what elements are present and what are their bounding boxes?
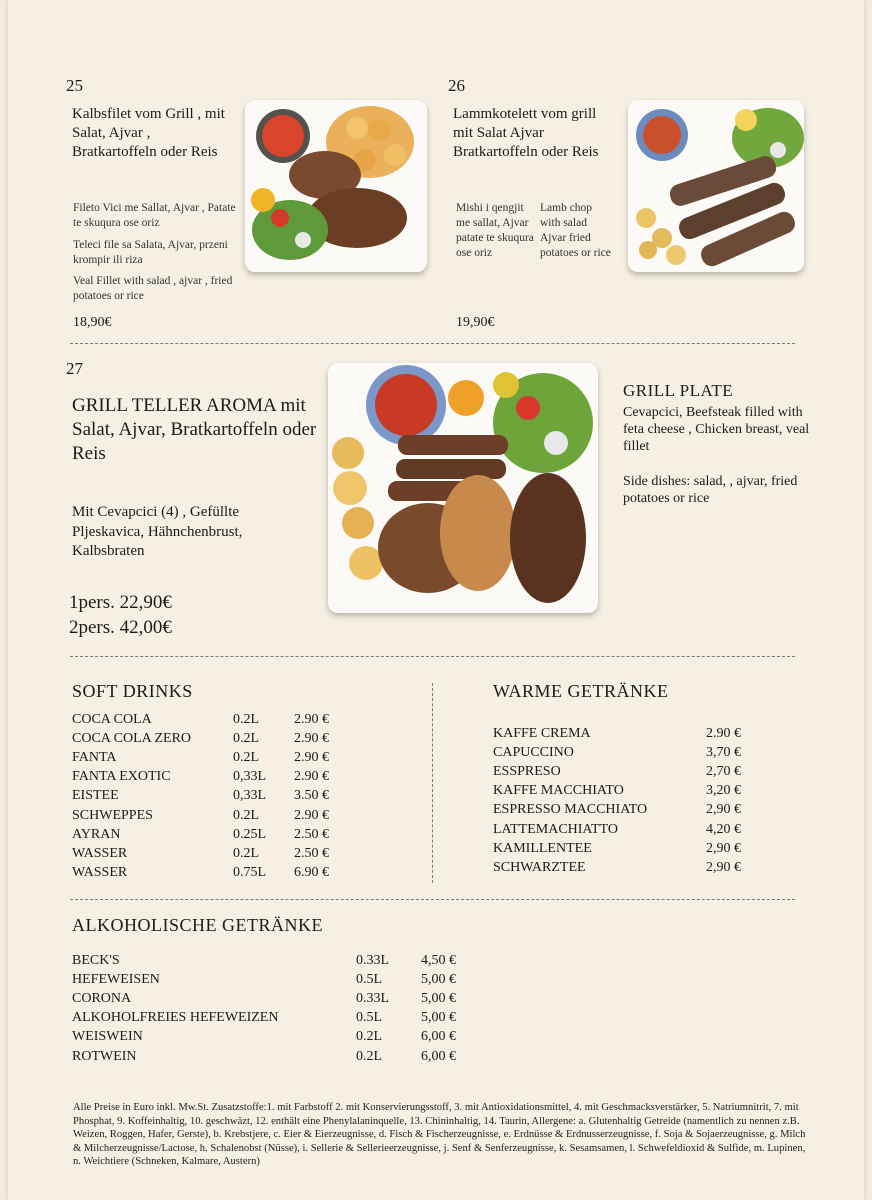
dish-25-photo <box>245 100 427 272</box>
alcohol-price: 5,00 € <box>421 991 456 1007</box>
dish-26-desc-sq: Mishi i qengjit me sallat, Ajvar patate te skuqura ose oriz <box>456 202 534 259</box>
warm_drinks-price: 2,70 € <box>706 764 741 780</box>
alcohol-name: BECK'S <box>72 953 120 968</box>
soft_drinks-name: FANTA EXOTIC <box>72 769 171 785</box>
warm_drinks-name: ESPRESSO MACCHIATO <box>493 802 648 818</box>
warm_drinks-row <box>493 724 872 743</box>
dish-27-price-1: 1pers. 22,90€ <box>69 592 172 613</box>
dish-27-en-title: GRILL PLATE <box>623 381 734 400</box>
alcohol-row <box>72 970 472 989</box>
soft_drinks-price: 2.50 € <box>294 845 329 861</box>
alcohol-row <box>72 951 472 970</box>
dish-25-price: 18,90€ <box>73 315 112 330</box>
alcohol-size: 0.33L <box>356 953 390 968</box>
soft_drinks-name: WASSER <box>72 864 128 880</box>
alcohol-price: 4,50 € <box>421 953 456 968</box>
warm_drinks-name: ESSPRESO <box>493 764 561 780</box>
soft_drinks-row <box>72 710 472 729</box>
warm_drinks-price: 3,70 € <box>706 745 741 761</box>
warm_drinks-price: 2,90 € <box>706 802 741 818</box>
warm_drinks-row <box>493 858 872 877</box>
alcohol-row <box>72 1008 472 1027</box>
dish-27-title: GRILL TELLER AROMA mit Salat, Ajvar, Bratkartoffeln oder Reis <box>72 395 317 464</box>
alcohol-name: HEFEWEISEN <box>72 972 160 988</box>
dish-26-desc-en: Lamb chop with salad Ajvar fried potatoes or rice <box>540 202 611 259</box>
soft_drinks-size: 0.2L <box>233 731 260 747</box>
soft_drinks-price: 6.90 € <box>294 864 329 880</box>
alcohol-price: 5,00 € <box>421 972 456 988</box>
dish-27-photo <box>328 363 598 613</box>
soft_drinks-name: WASSER <box>72 845 128 861</box>
soft_drinks-size: 0.2L <box>233 807 260 823</box>
warm_drinks-price: 2,90 € <box>706 840 741 856</box>
dish-27-number: 27 <box>66 359 83 378</box>
warm_drinks-row <box>493 762 872 781</box>
soft_drinks-row <box>72 806 472 825</box>
dish-26-title: Lammkotelett vom grill mit Salat Ajvar Bratkartoffeln oder Reis <box>453 106 599 160</box>
soft_drinks-size: 0.25L <box>233 826 267 842</box>
dish-25-title: Kalbsfilet vom Grill , mit Salat, Ajvar , Bratkartoffeln oder Reis <box>72 106 225 160</box>
alcohol-name: WEISWEIN <box>72 1029 143 1045</box>
warm_drinks-name: KAFFE CREMA <box>493 726 591 741</box>
dish-25-desc-bs: Teleci file sa Salata, Ajvar, przeni krompir ili riza <box>73 239 228 266</box>
dish-26-photo <box>628 100 804 272</box>
alcohol-name: ALKOHOLFREIES HEFEWEIZEN <box>72 1010 279 1026</box>
dish-27-en-sides: Side dishes: salad, , ajvar, fried potatoes or rice <box>623 474 798 506</box>
warm_drinks-row <box>493 839 872 858</box>
warm_drinks-row <box>493 743 872 762</box>
dish-26-number: 26 <box>448 76 465 95</box>
soft_drinks-row <box>72 844 472 863</box>
soft_drinks-row <box>72 729 472 748</box>
soft_drinks-name: SCHWEPPES <box>72 807 153 823</box>
alcohol-size: 0.2L <box>356 1029 383 1045</box>
soft-drinks-heading: SOFT DRINKS <box>72 681 193 701</box>
soft_drinks-name: FANTA <box>72 750 117 766</box>
warm_drinks-price: 4,20 € <box>706 821 741 837</box>
alcohol-price: 5,00 € <box>421 1010 456 1026</box>
warm_drinks-name: CAPUCCINO <box>493 745 574 761</box>
alcohol-size: 0.5L <box>356 972 383 988</box>
soft_drinks-price: 2.90 € <box>294 750 329 766</box>
warm_drinks-price: 3,20 € <box>706 783 741 799</box>
alcohol-heading: ALKOHOLISCHE GETRÄNKE <box>72 915 323 935</box>
warm_drinks-name: SCHWARZTEE <box>493 859 586 875</box>
alcohol-size: 0.2L <box>356 1048 383 1064</box>
warm_drinks-price: 2.90 € <box>706 726 741 741</box>
alcohol-name: CORONA <box>72 991 132 1007</box>
alcohol-size: 0.33L <box>356 991 390 1007</box>
soft_drinks-size: 0.75L <box>233 864 267 880</box>
divider-2 <box>70 656 795 657</box>
soft_drinks-row <box>72 825 472 844</box>
soft_drinks-size: 0.2L <box>233 712 260 727</box>
soft_drinks-name: EISTEE <box>72 788 119 804</box>
soft_drinks-size: 0,33L <box>233 788 267 804</box>
alcohol-name: ROTWEIN <box>72 1048 137 1064</box>
warm_drinks-row <box>493 820 872 839</box>
soft_drinks-name: COCA COLA ZERO <box>72 731 192 747</box>
alcohol-row <box>72 1047 472 1066</box>
dish-25-desc-en: Veal Fillet with salad , ajvar , fried potatoes or rice <box>73 275 233 302</box>
divider-3 <box>70 899 795 900</box>
dish-26-price: 19,90€ <box>456 315 495 330</box>
soft_drinks-row <box>72 748 472 767</box>
soft_drinks-row <box>72 767 472 786</box>
divider-1 <box>70 343 795 344</box>
warm-drinks-heading: WARME GETRÄNKE <box>493 681 669 701</box>
warm_drinks-price: 2,90 € <box>706 859 741 875</box>
alcohol-price: 6,00 € <box>421 1029 456 1045</box>
dish-27-price-2: 2pers. 42,00€ <box>69 617 172 638</box>
alcohol-row <box>72 989 472 1008</box>
soft_drinks-price: 2.90 € <box>294 731 329 747</box>
soft_drinks-price: 3.50 € <box>294 788 329 804</box>
alcohol-price: 6,00 € <box>421 1048 456 1064</box>
alcohol-row <box>72 1027 472 1046</box>
warm_drinks-name: LATTEMACHIATTO <box>493 821 618 837</box>
soft_drinks-name: COCA COLA <box>72 712 152 727</box>
soft_drinks-name: AYRAN <box>72 826 121 842</box>
allergen-footnote: Alle Preise in Euro inkl. Mw.St. Zusatzstoffe:1. mit Farbstoff 2. mit Konservierungsstoff, 3. mit Antioxidationsmittel, 4. mit Geschmacksverstärker, 5. Natriumnitrit, 7. mit Phosphat, 9. Koffeinhaltig, 10. geschwäzt, 12. enthält eine Phenylalaninquelle, 13. Chininhaltig, 14. Taurin, Allergene: a. Glutenhaltig Getreide (namentlich zu nennen z.B. Weizen, Roggen, Hafer, Gerste), b. Krebstjere, c. Eier & Eierzeugnisse, d. Fisch & Fischerzeugnisse, e. Erdnüsse & Erdnusserzeugnisse, f. Soja & Sojaerzeugnisse, g. Milch & Milcherzeugnisse/Lactose, h. Schalenobst (Nüsse), i. Sellerie & Sellerieerzeugnisse, j. Senf & Senferzeugnisse, k. Sesamsamen, l. Schwefeldioxid & Sulfide, m. Lupinen, n. Weichtiere (Schneken, Kalmare, Austern) <box>73 1102 806 1167</box>
warm_drinks-row <box>493 800 872 819</box>
alcohol-size: 0.5L <box>356 1010 383 1026</box>
warm_drinks-row <box>493 781 872 800</box>
soft_drinks-price: 2.50 € <box>294 826 329 842</box>
soft_drinks-size: 0,33L <box>233 769 267 785</box>
dish-27-desc: Mit Cevapcici (4) , Gefüllte Pljeskavica, Hähnchenbrust, Kalbsbraten <box>72 504 243 559</box>
soft_drinks-price: 2.90 € <box>294 769 329 785</box>
warm_drinks-name: KAMILLENTEE <box>493 840 592 856</box>
soft_drinks-price: 2.90 € <box>294 807 329 823</box>
soft_drinks-size: 0.2L <box>233 845 260 861</box>
dish-27-en-desc: Cevapcici, Beefsteak filled with feta cheese , Chicken breast, veal fillet <box>623 405 810 454</box>
soft_drinks-row <box>72 863 472 882</box>
dish-25-desc-sq: Fileto Vici me Sallat, Ajvar , Patate te skuqura ose oriz <box>73 202 236 229</box>
soft_drinks-size: 0.2L <box>233 750 260 766</box>
soft_drinks-price: 2.90 € <box>294 712 329 727</box>
warm_drinks-name: KAFFE MACCHIATO <box>493 783 624 799</box>
soft_drinks-row <box>72 786 472 805</box>
dish-25-number: 25 <box>66 76 83 95</box>
